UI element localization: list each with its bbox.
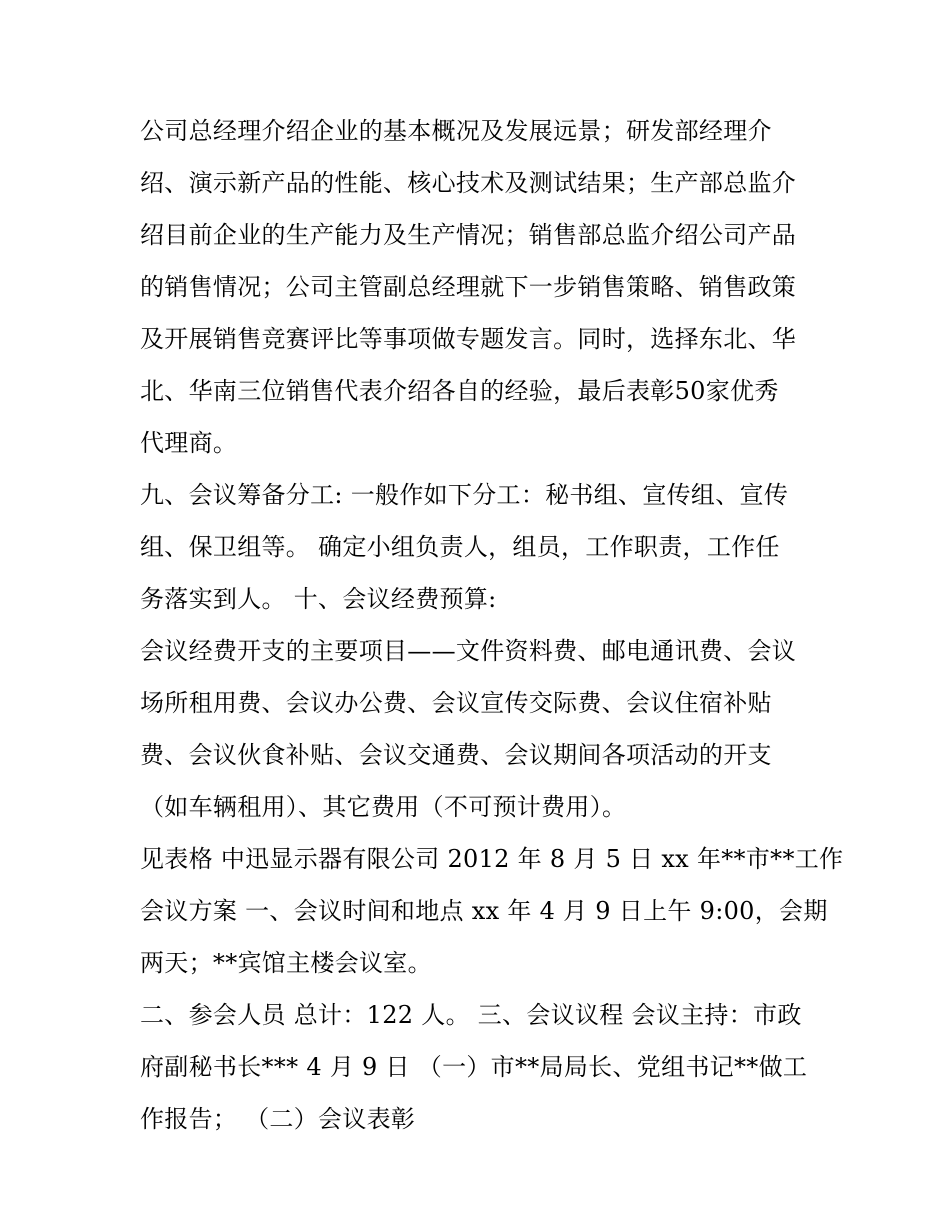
text-line: 二、参会人员 总计：122 人。 三、会议议程 会议主持：市政 [140,1001,802,1029]
text-line: 组、保卫组等。 确定小组负责人，组员，工作职责，工作任 [140,533,780,561]
text-line: 费、会议伙食补贴、会议交通费、会议期间各项活动的开支 [140,741,772,769]
text-line: 见表格 中迅显示器有限公司 2012 年 8 月 5 日 xx 年**市**工作 [140,845,844,873]
text-line: 作报告； （二）会议表彰 [140,1105,416,1133]
text-line: 绍、演示新产品的性能、核心技术及测试结果；生产部总监介 [140,169,797,197]
text-line: 府副秘书长*** 4 月 9 日 （一）市**局局长、党组书记**做工 [140,1053,808,1081]
text-line: 及开展销售竞赛评比等事项做专题发言。同时，选择东北、华 [140,325,797,353]
text-line: 两天；**宾馆主楼会议室。 [140,949,432,977]
text-line: 会议方案 一、会议时间和地点 xx 年 4 月 9 日上午 9:00，会期 [140,897,828,925]
text-line: 代理商。 [140,429,238,457]
text-line: 场所租用费、会议办公费、会议宣传交际费、会议住宿补贴 [140,689,772,717]
text-line: 北、华南三位销售代表介绍各自的经验，最后表彰50家优秀 [140,377,779,405]
text-line: 绍目前企业的生产能力及生产情况；销售部总监介绍公司产品 [140,221,797,249]
text-line: 务落实到人。 十、会议经费预算: [140,585,497,613]
document-body [140,105,844,1145]
text-line: 的销售情况；公司主管副总经理就下一步销售策略、销售政策 [140,273,797,301]
text-line: 会议经费开支的主要项目——文件资料费、邮电通讯费、会议 [140,637,797,665]
text-line: （如车辆租用）、其它费用（不可预计费用）。 [140,793,627,821]
text-line: 公司总经理介绍企业的基本概况及发展远景；研发部经理介 [140,117,772,145]
text-line: 九、会议筹备分工: 一般作如下分工：秘书组、宣传组、宣传 [140,481,789,509]
